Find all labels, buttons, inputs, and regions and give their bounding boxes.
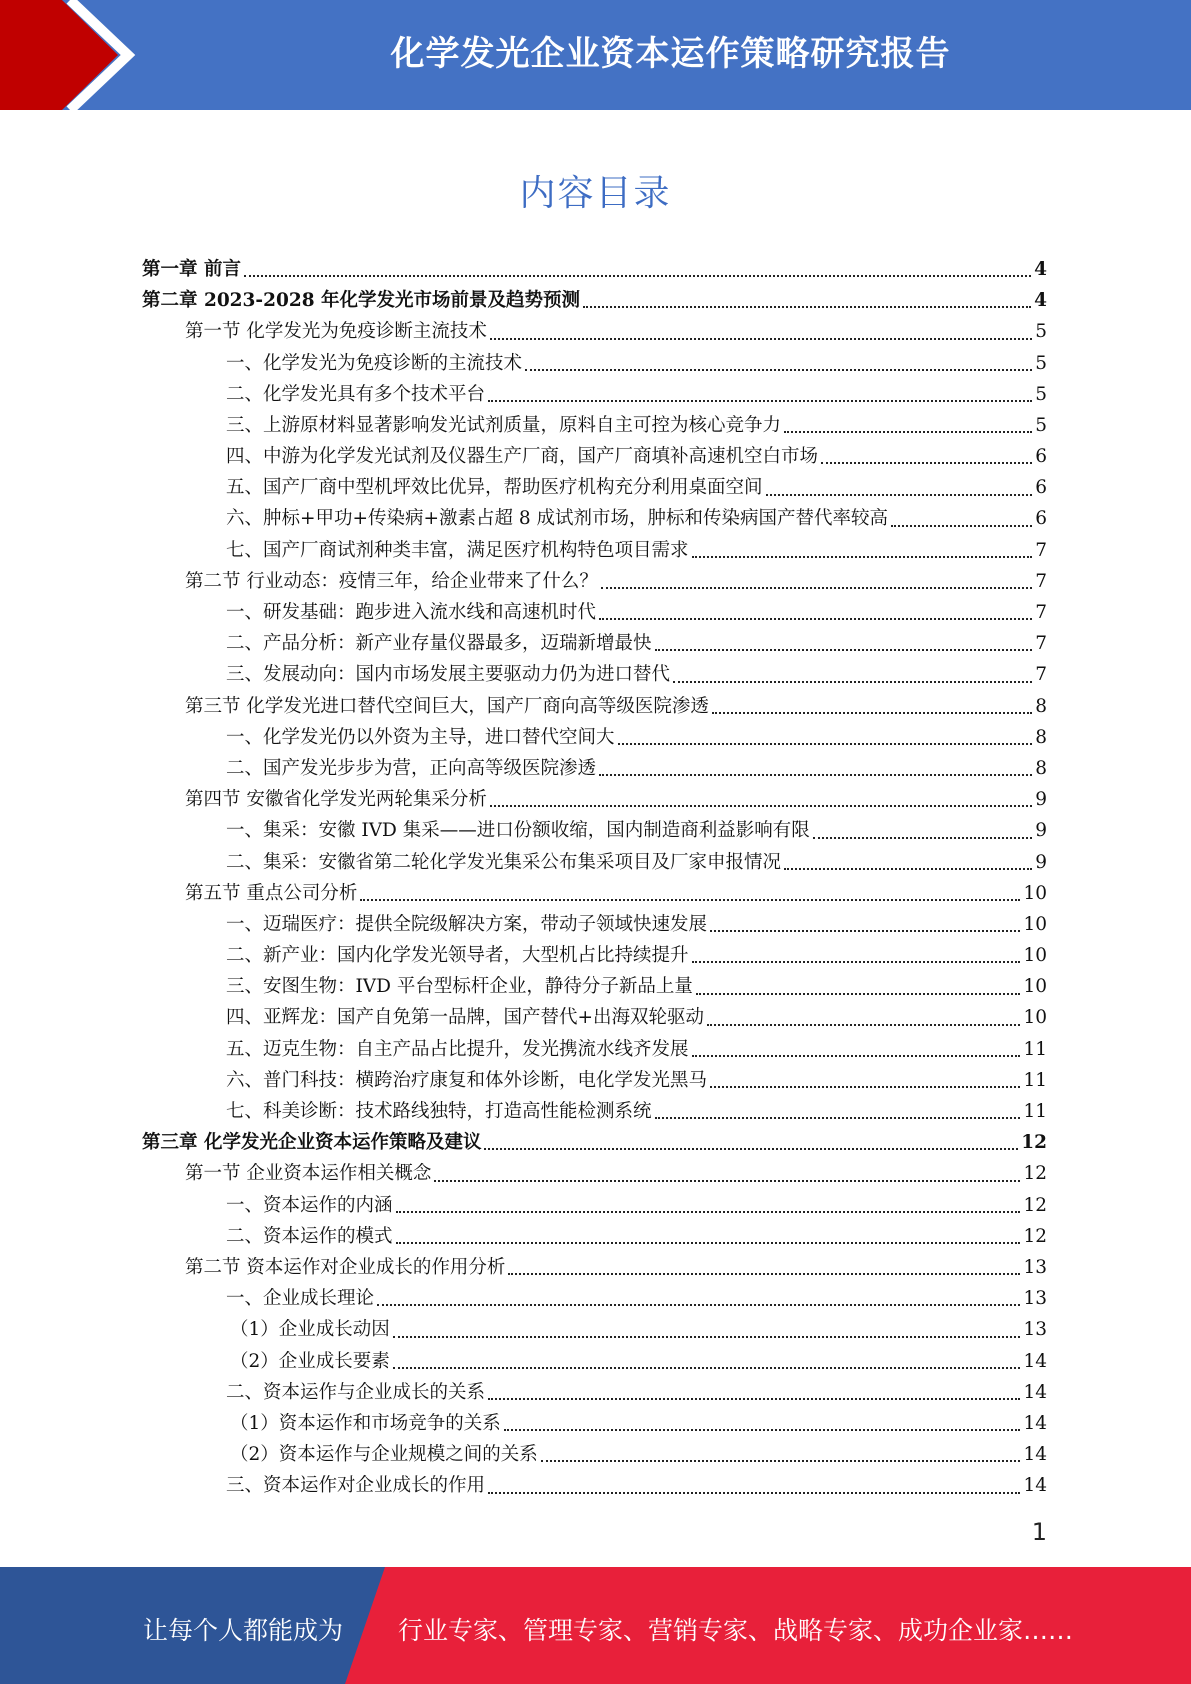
toc-entry-title: （2）企业成长要素 [230,1350,390,1372]
toc-entry-title: 第一节 化学发光为免疫诊断主流技术 [185,321,487,343]
toc-entry-page: 13 [1023,1256,1047,1278]
toc-dot-leader [508,1273,1020,1275]
toc-entry-page: 10 [1023,882,1047,904]
toc-entry[interactable] [142,441,1047,472]
toc-dot-leader [712,712,1032,714]
toc-entry[interactable] [142,971,1047,1002]
toc-dot-leader [601,587,1032,589]
toc-entry[interactable] [142,940,1047,971]
toc-entry[interactable] [142,909,1047,940]
toc-entry-page: 13 [1023,1288,1047,1310]
toc-entry-title: 第二节 资本运作对企业成长的作用分析 [185,1256,506,1278]
toc-entry[interactable] [142,1283,1047,1314]
toc-entry[interactable] [142,316,1047,347]
toc-entry[interactable] [142,1221,1047,1252]
toc-dot-leader [488,1492,1020,1494]
toc-entry[interactable] [142,1003,1047,1034]
toc-entry-title: 第二章 2023-2028 年化学发光市场前景及趋势预测 [142,290,581,312]
toc-entry-title: 一、化学发光为免疫诊断的主流技术 [226,352,523,374]
footer-slogan-left: 让每个人都能成为 [143,1616,344,1645]
toc-entry-page: 10 [1023,913,1047,935]
toc-entry-page: 10 [1023,945,1047,967]
toc-entry-page: 8 [1035,757,1047,779]
toc-entry-title: （1）企业成长动因 [230,1319,390,1341]
toc-entry-title: 六、普门科技：横跨治疗康复和体外诊断，电化学发光黑马 [226,1069,708,1091]
toc-entry[interactable] [142,285,1047,316]
toc-entry-page: 5 [1035,414,1047,436]
toc-entry[interactable] [142,348,1047,379]
toc-entry-title: 第一章 前言 [142,258,241,280]
toc-dot-leader [377,1304,1020,1306]
toc-entry-page: 6 [1035,446,1047,468]
toc-entry-title: 二、集采：安徽省第二轮化学发光集采公布集采项目及厂家申报情况 [226,851,782,873]
toc-entry-title: 三、上游原材料显著影响发光试剂质量，原料自主可控为核心竞争力 [226,414,782,436]
toc-entry-title: 第三节 化学发光进口替代空间巨大，国产厂商向高等级医院渗透 [185,695,709,717]
toc-dot-leader [692,1055,1021,1057]
toc-entry-title: 三、资本运作对企业成长的作用 [226,1475,486,1497]
toc-entry[interactable] [142,472,1047,503]
toc-entry-page: 8 [1035,695,1047,717]
toc-entry[interactable] [142,628,1047,659]
toc-entry-title: 三、发展动向：国内市场发展主要驱动力仍为进口替代 [226,664,671,686]
toc-entry-title: 一、化学发光仍以外资为主导，进口替代空间大 [226,726,615,748]
toc-entry[interactable] [142,1065,1047,1096]
toc-entry-title: 二、新产业：国内化学发光领导者，大型机占比持续提升 [226,945,689,967]
toc-entry-page: 9 [1035,820,1047,842]
toc-entry-page: 4 [1034,258,1047,280]
toc-entry-title: 一、企业成长理论 [226,1288,375,1310]
toc-entry[interactable] [142,659,1047,690]
toc-entry-page: 5 [1035,383,1047,405]
toc-entry[interactable] [142,1252,1047,1283]
toc-dot-leader [599,774,1032,776]
toc-entry-title: 一、集采：安徽 IVD 集采——进口份额收缩，国内制造商利益影响有限 [226,820,810,842]
toc-entry[interactable] [142,1439,1047,1470]
toc-entry-page: 8 [1035,726,1047,748]
toc-dot-leader [655,649,1033,651]
toc-dot-leader [393,1367,1021,1369]
toc-entry[interactable] [142,691,1047,722]
toc-entry[interactable] [142,566,1047,597]
toc-entry-page: 7 [1035,664,1047,686]
toc-dot-leader [655,1117,1021,1119]
toc-entry-title: 二、化学发光具有多个技术平台 [226,383,486,405]
toc-entry-title: 二、资本运作与企业成长的关系 [226,1381,486,1403]
toc-entry-title: 二、资本运作的模式 [226,1225,393,1247]
toc-entry-page: 12 [1023,1194,1047,1216]
toc-dot-leader [784,868,1032,870]
toc-entry[interactable] [142,784,1047,815]
toc-entry-page: 7 [1035,539,1047,561]
page-number: 1 [1031,1518,1047,1546]
toc-entry-title: 第四节 安徽省化学发光两轮集采分析 [185,789,487,811]
toc-dot-leader [488,400,1032,402]
toc-entry-page: 14 [1023,1412,1047,1434]
toc-entry[interactable] [142,753,1047,784]
toc-dot-leader [396,1242,1021,1244]
toc-entry-title: （2）资本运作与企业规模之间的关系 [230,1444,538,1466]
toc-entry-title: 二、产品分析：新产业存量仪器最多，迈瑞新增最快 [226,633,652,655]
toc-dot-leader [891,525,1032,527]
toc-dot-leader [710,930,1020,932]
toc-dot-leader [766,494,1033,496]
toc-entry-page: 9 [1035,789,1047,811]
toc-entry-page: 5 [1035,352,1047,374]
toc-entry-title: 二、国产发光步步为营，正向高等级医院渗透 [226,757,597,779]
toc-entry[interactable] [142,1034,1047,1065]
toc-entry-title: 三、安图生物：IVD 平台型标杆企业，静待分子新品上量 [226,976,693,998]
toc-entry-page: 14 [1023,1475,1047,1497]
footer-slogan-right: 行业专家、管理专家、营销专家、战略专家、成功企业家…… [398,1616,1074,1645]
toc-dot-leader [696,993,1021,995]
toc-dot-leader [673,681,1032,683]
footer-banner [0,1567,1191,1684]
toc-entry-title: 第三章 化学发光企业资本运作策略及建议 [142,1132,482,1154]
toc-entry-page: 11 [1023,1101,1047,1123]
toc-entry-page: 12 [1021,1132,1047,1154]
toc-entry-title: 第五节 重点公司分析 [185,882,358,904]
toc-entry-title: 一、迈瑞医疗：提供全院级解决方案，带动子领域快速发展 [226,913,708,935]
toc-entry-page: 11 [1023,1038,1047,1060]
toc-entry-title: 第二节 行业动态：疫情三年，给企业带来了什么？ [185,570,598,592]
toc-dot-leader [813,837,1032,839]
toc-entry-title: （1）资本运作和市场竞争的关系 [230,1412,501,1434]
report-title: 化学发光企业资本运作策略研究报告 [390,34,951,74]
toc-dot-leader [525,369,1032,371]
toc-entry-page: 7 [1035,633,1047,655]
toc-dot-leader [484,1148,1018,1150]
toc-entry[interactable] [142,1470,1047,1501]
toc-entry[interactable] [142,1314,1047,1345]
toc-entry-page: 12 [1023,1163,1047,1185]
toc-entry-title: 七、国产厂商试剂种类丰富，满足医疗机构特色项目需求 [226,539,689,561]
toc-entry[interactable] [142,815,1047,846]
toc-entry-page: 7 [1035,602,1047,624]
toc-entry-page: 7 [1035,570,1047,592]
toc-dot-leader [396,1211,1021,1213]
toc-dot-leader [692,961,1021,963]
toc-entry-page: 14 [1023,1444,1047,1466]
toc-entry-page: 4 [1034,290,1047,312]
header-banner [0,0,1191,110]
toc-dot-leader [393,1336,1021,1338]
toc-dot-leader [541,1460,1021,1462]
toc-entry-page: 6 [1035,477,1047,499]
toc-entry[interactable] [142,1127,1047,1158]
toc-dot-leader [821,462,1032,464]
toc-entry[interactable] [142,878,1047,909]
toc-entry[interactable] [142,535,1047,566]
toc-entry[interactable] [142,722,1047,753]
toc-entry-title: 五、国产厂商中型机坪效比优异，帮助医疗机构充分利用桌面空间 [226,477,763,499]
toc-entry-page: 10 [1023,1007,1047,1029]
toc-entry[interactable] [142,1377,1047,1408]
toc-entry-title: 第一节 企业资本运作相关概念 [185,1163,432,1185]
toc-entry[interactable] [142,847,1047,878]
toc-entry[interactable] [142,504,1047,535]
toc-entry[interactable] [142,1096,1047,1127]
toc-entry-title: 一、研发基础：跑步进入流水线和高速机时代 [226,602,597,624]
toc-entry[interactable] [142,410,1047,441]
toc-entry-title: 七、科美诊断：技术路线独特，打造高性能检测系统 [226,1101,652,1123]
toc-dot-leader [583,306,1031,308]
table-of-contents [142,254,1047,1502]
toc-entry[interactable] [142,597,1047,628]
toc-dot-leader [360,899,1020,901]
toc-entry[interactable] [142,1190,1047,1221]
toc-entry-page: 5 [1035,321,1047,343]
toc-entry-page: 10 [1023,976,1047,998]
toc-dot-leader [244,275,1031,277]
toc-dot-leader [434,1180,1020,1182]
toc-dot-leader [599,618,1032,620]
toc-dot-leader [784,431,1032,433]
toc-entry-title: 一、资本运作的内涵 [226,1194,393,1216]
toc-entry-title: 四、亚辉龙：国产自免第一品牌，国产替代+出海双轮驱动 [226,1007,705,1029]
toc-dot-leader [488,1398,1020,1400]
toc-heading: 内容目录 [519,173,672,214]
toc-entry-page: 9 [1035,851,1047,873]
toc-dot-leader [710,1086,1020,1088]
toc-entry-title: 六、肿标+甲功+传染病+激素占超 8 成试剂市场，肿标和传染病国产替代率较高 [226,508,889,530]
toc-entry-page: 11 [1023,1069,1047,1091]
toc-entry-page: 14 [1023,1350,1047,1372]
toc-dot-leader [490,338,1032,340]
toc-entry-title: 五、迈克生物：自主产品占比提升，发光携流水线齐发展 [226,1038,689,1060]
toc-entry[interactable] [142,1158,1047,1189]
toc-entry-page: 14 [1023,1381,1047,1403]
toc-entry[interactable] [142,379,1047,410]
toc-entry[interactable] [142,1408,1047,1439]
toc-dot-leader [692,556,1033,558]
toc-dot-leader [490,805,1032,807]
toc-entry-page: 13 [1023,1319,1047,1341]
toc-dot-leader [504,1429,1021,1431]
toc-entry-page: 12 [1023,1225,1047,1247]
toc-entry-page: 6 [1035,508,1047,530]
toc-dot-leader [618,743,1033,745]
toc-entry-title: 四、中游为化学发光试剂及仪器生产厂商，国产厂商填补高速机空白市场 [226,446,819,468]
toc-entry[interactable] [142,254,1047,285]
toc-dot-leader [707,1024,1020,1026]
toc-entry[interactable] [142,1346,1047,1377]
